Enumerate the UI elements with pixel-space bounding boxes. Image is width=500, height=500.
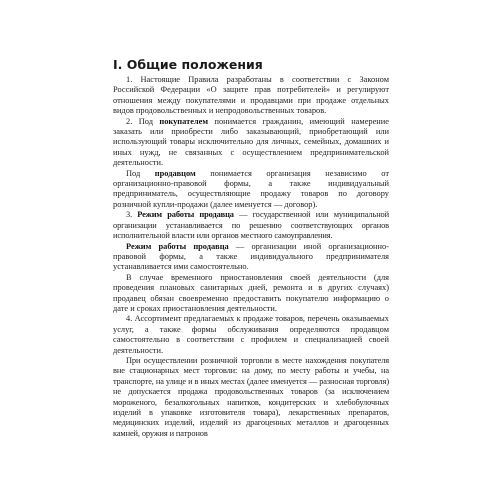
document-body (113, 57, 389, 439)
paragraph-4-lead: 3. (126, 210, 138, 220)
paragraph-6-text: В случае временного приостановления своей деятельности (для проведения плановых санитарных дней, ремонта и в других случаях) продавец обязан своевременно предоставить покупателю информацию о дате и сроках приостановления деятельности. (113, 272, 389, 313)
paragraph-1 (113, 75, 389, 117)
paragraph-3-text: понимается организация независимо от организационно-правовой формы, а также индивидуальный предприниматель, осуществляющие продажу товаров по договору розничной купли-продажи (далее именуется — договор). (113, 168, 389, 209)
paragraph-8-text: При осуществлении розничной торговли в месте нахождения покупателя вне стационарных мест торговли: на дому, по месту работы и учебы, на транспорте, на улице и в иных местах (далее именуется — разносная торговля) не допускается продажа продовольственных товаров (за исключением мороженого, безалкогольных напитков, кондитерских и хлебобулочных изделий в упаковке изготовителя товара), лекарственных препаратов, медицинских изделий, изделий из драгоценных металлов и драгоценных камней, оружия и патронов (113, 355, 389, 438)
paragraph-3 (113, 169, 389, 211)
paragraph-7 (113, 314, 389, 356)
term-buyer: покупателем (159, 116, 209, 126)
section-heading: I. Общие положения (113, 57, 263, 72)
paragraph-7-text: 4. Ассортимент предлагаемых к продаже товаров, перечень оказываемых услуг, а также формы обслуживания определяются продавцом самостоятельно в соответствии с профилем и специализацией своей деятельности. (113, 314, 389, 355)
paragraph-4-text: — государственной или муниципальной организации устанавливается по решению соответствующих органов исполнительной власти или органов местного самоуправления. (113, 210, 389, 241)
paragraph-5 (113, 242, 389, 273)
term-seller: продавцом (154, 168, 196, 178)
paragraph-4 (113, 210, 389, 241)
paragraph-2 (113, 117, 389, 169)
paragraph-6 (113, 273, 389, 315)
paragraph-2-lead: 2. Под (126, 116, 160, 126)
paragraph-5-text: — организации иной организационно-правовой формы, а также индивидуального предпринимателя устанавливается ими самостоятельно. (113, 241, 389, 272)
paragraph-3-lead: Под (126, 168, 155, 178)
paragraph-2-text: понимается гражданин, имеющий намерение заказать или приобрести либо заказывающий, приобретающий или использующий товары исключительно для личных, семейных, домашних и иных нужд, не связанных с осуществлением предпринимательской деятельности. (113, 116, 389, 168)
term-seller-hours: Режим работы продавца (137, 210, 234, 220)
paragraph-1-text: 1. Настоящие Правила разработаны в соответствии с Законом Российской Федерации «О защите прав потребителей» и регулируют отношения между покупателями и продавцами при продаже отдельных видов продовольственных и непродовольственных товаров. (113, 75, 389, 116)
term-seller-hours-other: Режим работы продавца (126, 241, 229, 251)
paragraph-8 (113, 356, 389, 439)
